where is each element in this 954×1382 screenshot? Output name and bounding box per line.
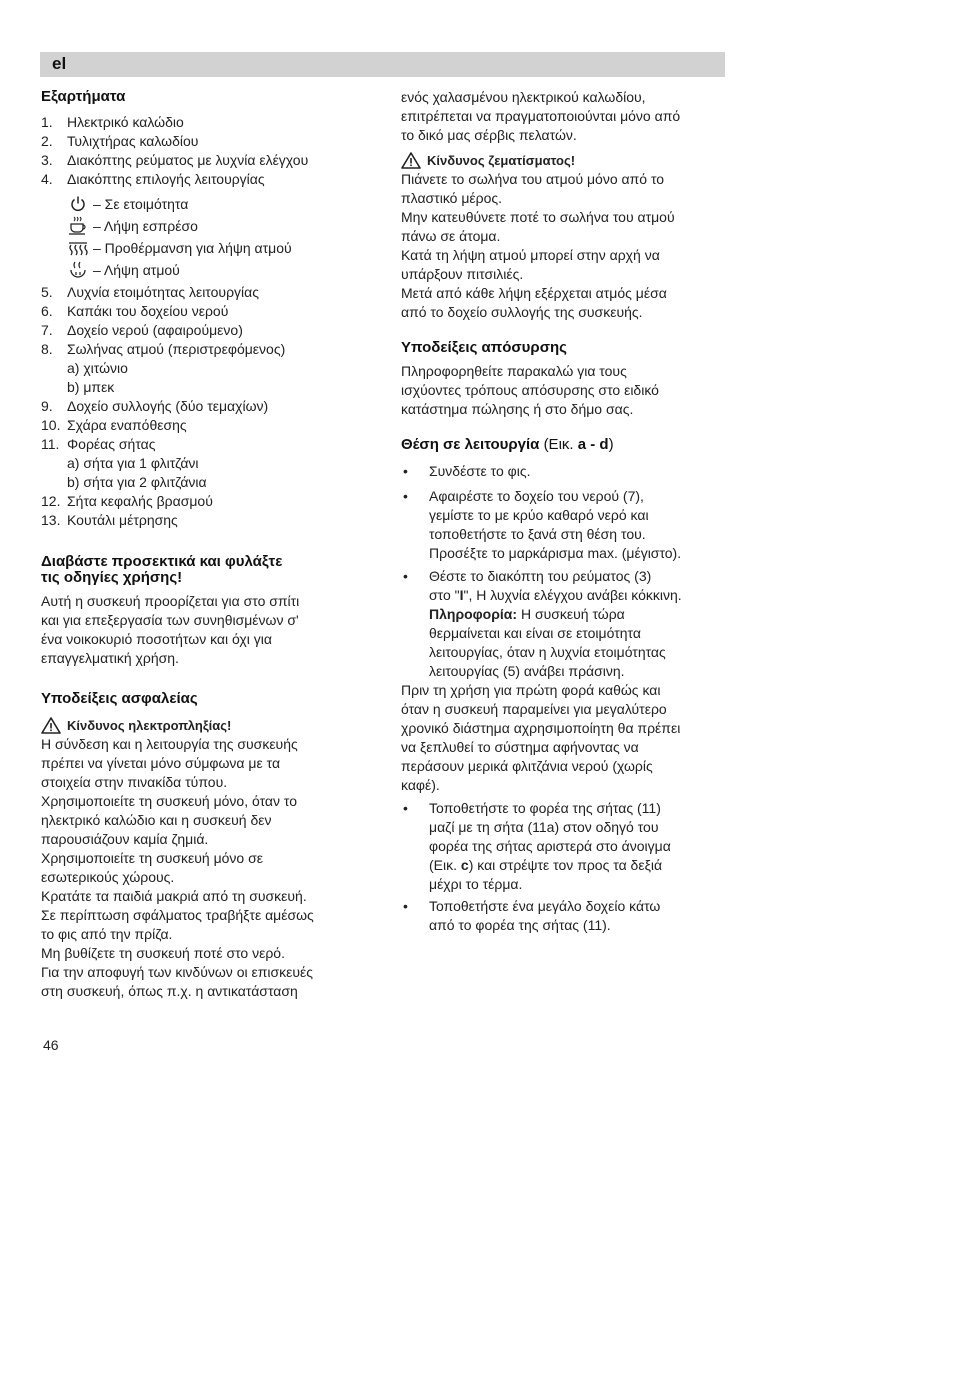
text-line: μέχρι το τέρμα. [429, 876, 523, 892]
operation-heading [401, 436, 725, 454]
mode-item [41, 259, 359, 281]
parts-list [41, 283, 359, 359]
item-label: Διακόπτης ρεύματος με λυχνία ελέγχου [67, 152, 309, 168]
text-line: πάνω σε άτομα. [401, 228, 501, 244]
parts-list [41, 397, 359, 454]
parts-list-item [41, 302, 359, 321]
text-line: b) μπεκ [67, 379, 115, 395]
parts-list-item [41, 132, 359, 151]
text-line: πλαστικό μέρος. [401, 190, 503, 206]
text-line: Σε περίπτωση σφάλματος τραβήξτε αμέσως [41, 907, 314, 923]
parts-list [41, 492, 359, 530]
mode-label: – Λήψη εσπρέσο [93, 217, 198, 234]
text-line: φορέα της σήτας αριστερά στο άνοιγμα [429, 838, 671, 854]
text-line [429, 586, 682, 605]
text-line: στοιχεία στην πινακίδα τύπου. [41, 774, 228, 790]
text-line: πρέπει να γίνεται μόνο σύμφωνα με τα [41, 755, 281, 771]
language-code: el [52, 54, 67, 73]
sublist [41, 454, 359, 492]
warning-icon [41, 717, 61, 734]
text-line: μαζί με τη σήτα (11a) στον οδηγό του [429, 819, 659, 835]
item-label: Καπάκι του δοχείου νερού [67, 303, 229, 319]
read-instructions-heading [41, 554, 359, 586]
bullet-mark: • [403, 488, 408, 504]
text-line [429, 605, 682, 624]
item-number: 6. [41, 303, 53, 319]
shock-warning [41, 716, 359, 735]
power-icon [67, 194, 89, 214]
steam-icon [67, 260, 89, 280]
text-line: Χρησιμοποιείτε τη συσκευή μόνο σε [41, 850, 263, 866]
text-line: Συνδέστε το φις. [429, 463, 531, 479]
bullet-item [401, 799, 725, 894]
heading-line: Διαβάστε προσεκτικά και φυλάξτε [41, 553, 283, 570]
bullet-text [429, 897, 660, 935]
parts-list-item [41, 435, 359, 454]
parts-list-item [41, 340, 359, 359]
text-line: b) σήτα για 2 φλιτζάνια [67, 474, 207, 490]
left-column [41, 88, 359, 1001]
parts-list-item [41, 283, 359, 302]
warning-text: Κίνδυνος ζεματίσματος! [427, 153, 576, 168]
heading-text: Θέση σε λειτουργία [401, 436, 540, 453]
sublist [41, 359, 359, 397]
item-number: 7. [41, 322, 53, 338]
first-use-text [401, 681, 725, 795]
text-line: το φις από την πρίζα. [41, 926, 173, 942]
text-line: στη συσκευή, όπως π.χ. η αντικατάσταση [41, 983, 298, 999]
warning-icon [401, 152, 421, 169]
text-part: στο " [429, 587, 460, 603]
bullet-text [429, 487, 681, 563]
text-line: περάσουν μερικά φλιτζάνια νερού (χωρίς [401, 758, 653, 774]
read-instructions-text [41, 592, 359, 668]
parts-heading: Εξαρτήματα [41, 88, 126, 105]
item-number: 5. [41, 284, 53, 300]
text-line: Τοποθετήστε ένα μεγάλο δοχείο κάτω [429, 898, 661, 914]
text-lines [429, 624, 682, 681]
text-line: Κρατάτε τα παιδιά μακριά από τη συσκευή. [41, 888, 307, 904]
espresso-icon [67, 216, 89, 236]
bullet-item [401, 462, 725, 481]
mode-label: – Σε ετοιμότητα [93, 195, 189, 212]
text-line: ενός χαλασμένου ηλεκτρικού καλωδίου, [401, 89, 646, 105]
disposal-text [401, 362, 725, 419]
safety-text [41, 735, 359, 1001]
text-line: Θέστε το διακόπτη του ρεύματος (3) [429, 568, 652, 584]
text-line: από το φορέα της σήτας (11). [429, 917, 611, 933]
item-label: Δοχείο νερού (αφαιρούμενο) [67, 322, 243, 338]
text-line: Πριν τη χρήση για πρώτη φορά καθώς και [401, 682, 661, 698]
text-line: Η σύνδεση και η λειτουργία της συσκευής [41, 736, 298, 752]
bullet-text [429, 799, 671, 894]
item-number: 4. [41, 171, 53, 187]
text-line: επαγγελματική χρήση. [41, 650, 179, 666]
text-line: καφέ). [401, 777, 440, 793]
text-line: υπάρξουν πιτσιλιές. [401, 266, 524, 282]
text-line: Αφαιρέστε το δοχείο του νερού (7), [429, 488, 644, 504]
parts-list-item [41, 113, 359, 132]
info-label: Πληροφορία: [429, 606, 518, 622]
ref-text: ) [608, 436, 614, 453]
mode-item [41, 215, 359, 237]
mode-item [41, 193, 359, 215]
bullet-text [429, 462, 530, 481]
bullet-mark: • [403, 568, 408, 584]
warning-text: Κίνδυνος ηλεκτροπληξίας! [67, 718, 232, 733]
text-part: ", Η λυχνία ελέγχου ανάβει κόκκινη. [463, 587, 682, 603]
text-line: Πληροφορηθείτε παρακαλώ για τους [401, 363, 627, 379]
parts-list-item [41, 170, 359, 189]
text-line: ηλεκτρικό καλώδιο και η συσκευή δεν [41, 812, 272, 828]
ref-bold: a - d [577, 436, 609, 453]
parts-list-item [41, 321, 359, 340]
figure-ref [544, 436, 614, 453]
item-number: 8. [41, 341, 53, 357]
text-part: Η συσκευή τώρα [520, 606, 625, 622]
text-line: εσωτερικούς χώρους. [41, 869, 175, 885]
item-label: Διακόπτης επιλογής λειτουργίας [67, 171, 265, 187]
text-line: θερμαίνεται και είναι σε ετοιμότητα [429, 625, 641, 641]
bullet-item [401, 487, 725, 563]
item-number: 13. [41, 512, 61, 528]
item-label: Λυχνία ετοιμότητας λειτουργίας [67, 284, 259, 300]
text-line: Προσέξτε το μαρκάρισμα max. (μέγιστο). [429, 545, 682, 561]
parts-list-item [41, 511, 359, 530]
text-line: λειτουργίας (5) ανάβει πράσινη. [429, 663, 625, 679]
safety-heading: Υποδείξεις ασφαλείας [41, 690, 198, 707]
text-line: παρουσιάζουν καμία ζημιά. [41, 831, 209, 847]
item-label: Ηλεκτρικό καλώδιο [67, 114, 184, 130]
text-line: τοποθετήστε το ξανά στη θέση του. [429, 526, 646, 542]
modes-list [41, 193, 359, 281]
language-bar [40, 52, 725, 77]
bullet-mark: • [403, 800, 408, 816]
scald-warning [401, 151, 725, 170]
parts-list-item [41, 416, 359, 435]
disposal-heading: Υποδείξεις απόσυρσης [401, 339, 567, 356]
heading-line: τις οδηγίες χρήσης! [41, 569, 183, 586]
text-line: Μην κατευθύνετε ποτέ το σωλήνα του ατμού [401, 209, 675, 225]
parts-list-item [41, 397, 359, 416]
scald-text [401, 170, 725, 322]
text-line: Αυτή η συσκευή προορίζεται για στο σπίτι [41, 593, 300, 609]
text-line [429, 856, 671, 875]
text-line: ένα νοικοκυριό ποσοτήτων και όχι για [41, 631, 272, 647]
item-number: 1. [41, 114, 53, 130]
mode-label: – Προθέρμανση για λήψη ατμού [93, 239, 292, 256]
text-line: όταν η συσκευή παραμείνει για μεγαλύτερο [401, 701, 667, 717]
text-line: Πιάνετε το σωλήνα του ατμού μόνο από το [401, 171, 665, 187]
item-label: Φορέας σήτας [67, 436, 156, 452]
bullet-mark: • [403, 463, 408, 479]
bullet-text [429, 567, 682, 681]
item-label: Κουτάλι μέτρησης [67, 512, 178, 528]
text-part: ) και στρέψτε τον προς τα δεξιά [468, 857, 663, 873]
ref-text: (Εικ. [543, 436, 574, 453]
item-number: 10. [41, 417, 61, 433]
text-line: το δικό μας σέρβις πελατών. [401, 127, 577, 143]
item-number: 9. [41, 398, 53, 414]
continued-text [401, 88, 725, 145]
item-label: Τυλιχτήρας καλωδίου [67, 133, 199, 149]
text-line: Μετά από κάθε λήψη εξέρχεται ατμός μέσα [401, 285, 667, 301]
item-number: 12. [41, 493, 61, 509]
text-line: λειτουργίας, όταν η λυχνία ετοιμότητας [429, 644, 666, 660]
text-line: Κατά τη λήψη ατμού μπορεί στην αρχή να [401, 247, 660, 263]
text-line: a) σήτα για 1 φλιτζάνι [67, 455, 199, 471]
item-number: 11. [41, 436, 60, 452]
bullet-item [401, 567, 725, 681]
item-number: 2. [41, 133, 53, 149]
mode-item [41, 237, 359, 259]
text-line: a) χιτώνιο [67, 360, 128, 376]
text-line: Για την αποφυγή των κινδύνων οι επισκευές [41, 964, 314, 980]
text-line: γεμίστε το με κρύο καθαρό νερό και [429, 507, 649, 523]
text-line: ισχύοντες τρόπους απόσυρσης στο ειδικό [401, 382, 659, 398]
text-line: χρονικό διάστημα αχρησιμοποίητη θα πρέπει [401, 720, 681, 736]
text-line: κατάστημα πώλησης ή στο δήμο σας. [401, 401, 634, 417]
item-number: 3. [41, 152, 53, 168]
text-line: να ξεπλυθεί το σύστημα αφήνοντας να [401, 739, 639, 755]
mode-label: – Λήψη ατμού [93, 261, 180, 278]
item-label: Σχάρα εναπόθεσης [67, 417, 187, 433]
item-label: Σήτα κεφαλής βρασμού [67, 493, 213, 509]
text-line: Τοποθετήστε το φορέα της σήτας (11) [429, 800, 661, 816]
parts-list-item [41, 492, 359, 511]
parts-list [41, 113, 359, 189]
text-line: και για επεξεργασία των συνηθισμένων σ' [41, 612, 299, 628]
text-line: επιτρέπεται να πραγματοποιούνται μόνο από [401, 108, 681, 124]
text-line: από το δοχείο συλλογής της συσκευής. [401, 304, 643, 320]
item-label: Δοχείο συλλογής (δύο τεμαχίων) [67, 398, 269, 414]
text-line: Χρησιμοποιείτε τη συσκευή μόνο, όταν το [41, 793, 298, 809]
text-bold: I [459, 587, 464, 603]
item-label: Σωλήνας ατμού (περιστρεφόμενος) [67, 341, 286, 357]
text-bold: c [460, 857, 469, 873]
preheat-steam-icon [67, 238, 89, 258]
bullet-item [401, 897, 725, 935]
page-number: 46 [43, 1037, 59, 1053]
parts-list-item [41, 151, 359, 170]
bullet-mark: • [403, 898, 408, 914]
text-line: Μη βυθίζετε τη συσκευή ποτέ στο νερό. [41, 945, 285, 961]
text-part: (Εικ. [429, 857, 457, 873]
right-column [401, 88, 725, 935]
text-lines [429, 799, 671, 856]
